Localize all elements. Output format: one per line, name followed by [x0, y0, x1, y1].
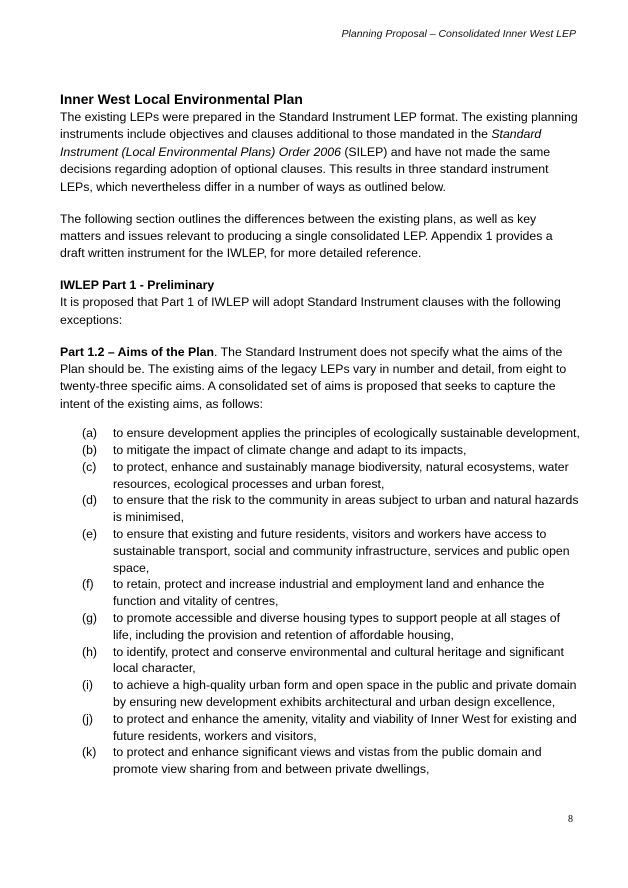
aim-item	[82, 610, 580, 644]
intro-paragraph	[60, 109, 580, 196]
section-title: Inner West Local Environmental Plan	[60, 92, 303, 107]
aim-text: to ensure that the risk to the community in areas subject to urban and natural hazards is minimised,	[113, 493, 579, 525]
part1-paragraph: It is proposed that Part 1 of IWLEP will adopt Standard Instrument clauses with the following exceptions:	[60, 295, 561, 327]
page-number: 8	[568, 814, 573, 825]
intro-citation: Standard Instrument (Local Environmental Plans) Order 2006	[60, 127, 542, 159]
aim-label: (g)	[82, 610, 98, 625]
aim-label: (c)	[82, 459, 97, 474]
aim-text: to ensure development applies the principles of ecologically sustainable development,	[113, 426, 580, 441]
aim-text: to retain, protect and increase industrial and employment land and enhance the function and vitality of centres,	[113, 577, 545, 609]
aim-label: (j)	[82, 711, 93, 726]
running-header: Planning Proposal – Consolidated Inner West LEP	[341, 28, 576, 40]
aim-label: (i)	[82, 678, 93, 693]
aim-text: to achieve a high-quality urban form and open space in the public and private domain by ensuring new development exhibits architectural and urban design excellence,	[113, 678, 577, 709]
aim-item	[82, 711, 580, 745]
aim-label: (a)	[82, 426, 98, 441]
aim-text: to protect and enhance significant views and vistas from the public domain and promote view sharing from and between private dwellings,	[113, 745, 542, 777]
aim-item	[82, 576, 580, 610]
part12-paragraph	[60, 344, 580, 414]
page-content	[60, 91, 580, 778]
aim-label: (f)	[82, 577, 94, 592]
intro-text-b: (SILEP) and have not made the same decisions regarding adoption of optional clauses. This results in three standard instrument LEPs, which nevertheless differ in a number of ways as outlined below.	[60, 144, 551, 194]
intro-text-a: The existing LEPs were prepared in the Standard Instrument LEP format. The existing planning instruments include objectives and clauses additional to those mandated in the	[60, 110, 578, 142]
differences-paragraph: The following section outlines the differences between the existing plans, as well as key matters and issues relevant to producing a single consolidated LEP. Appendix 1 provides a draft written instrument for the IWLEP, for more detailed reference.	[60, 211, 553, 261]
aim-label: (e)	[82, 526, 98, 541]
aim-label: (b)	[82, 442, 98, 457]
aim-item	[82, 442, 580, 459]
part12-text: . The Standard Instrument does not specify what the aims of the Plan should be. The existing aims of the legacy LEPs vary in number and detail, from eight to twenty-three specific aims. A consolidated set of aims is proposed that seeks to capture the intent of the existing aims, as follows:	[60, 344, 567, 411]
aim-text: to promote accessible and diverse housing types to support people at all stages of life, including the provision and retention of affordable housing,	[113, 610, 561, 642]
aim-item	[82, 677, 580, 711]
aims-list	[82, 425, 580, 778]
aim-item	[82, 425, 580, 442]
aim-text: to ensure that existing and future residents, visitors and workers have access to sustainable transport, social and community infrastructure, services and public open space,	[113, 526, 570, 575]
aim-item	[82, 492, 580, 526]
aim-text: to mitigate the impact of climate change and adapt to its impacts,	[113, 442, 467, 457]
aim-item	[82, 644, 580, 678]
aim-item	[82, 459, 580, 493]
aim-label: (d)	[82, 493, 98, 508]
aim-text: to identify, protect and conserve environmental and cultural heritage and significant local character,	[113, 644, 564, 676]
aim-label: (k)	[82, 745, 97, 760]
aim-item	[82, 744, 580, 778]
aim-text: to protect and enhance the amenity, vitality and viability of Inner West for existing and future residents, workers and visitors,	[113, 711, 577, 743]
part12-label: Part 1.2 – Aims of the Plan	[60, 344, 214, 359]
part1-heading: IWLEP Part 1 - Preliminary	[60, 278, 215, 293]
aim-label: (h)	[82, 644, 98, 659]
aim-item	[82, 526, 580, 576]
aim-text: to protect, enhance and sustainably manage biodiversity, natural ecosystems, water resources, ecological processes and urban forest,	[113, 459, 569, 491]
